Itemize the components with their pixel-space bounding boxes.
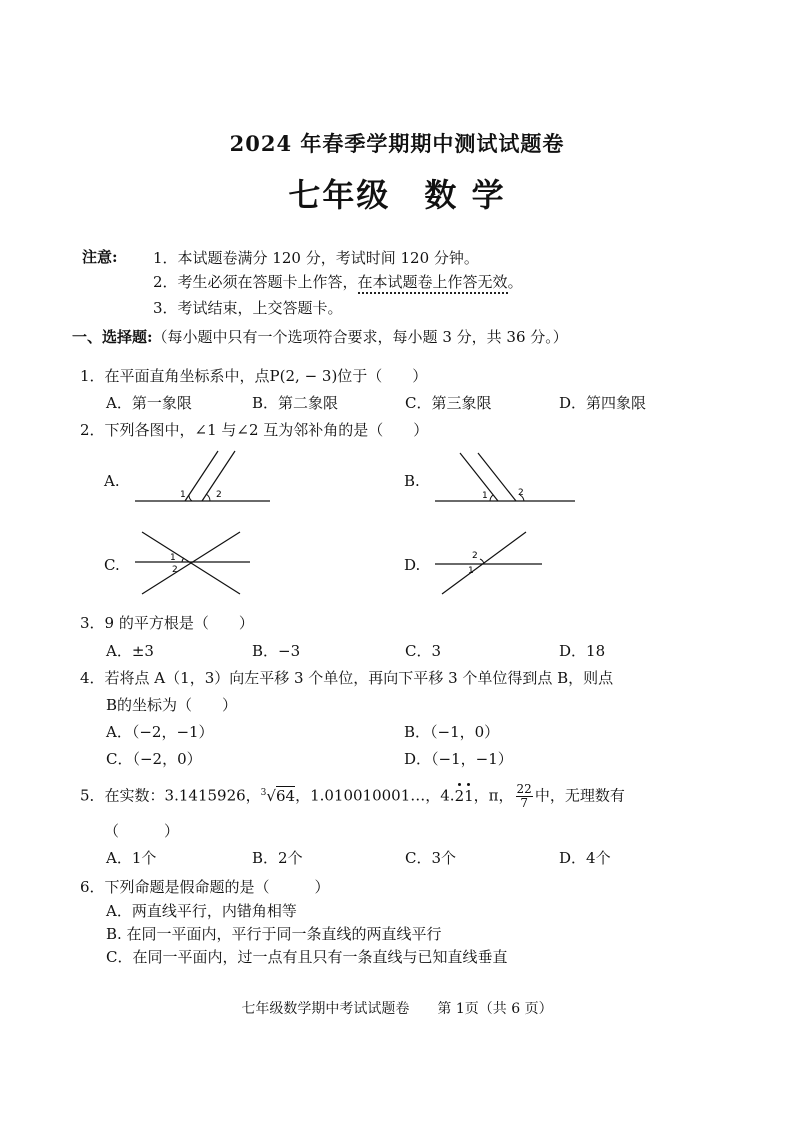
section-heading <box>72 326 568 347</box>
question-4-stem-line1: 4．若将点 A（1，3）向左平移 3 个单位，再向下平移 3 个单位得到点 B，则点 <box>80 669 614 687</box>
note-item-2-emphasis: 在本试题卷上作答无效 <box>358 273 508 294</box>
section-label: 一、选择题: <box>72 328 153 346</box>
q2-figure-c <box>130 526 280 598</box>
question-1-stem: 1．在平面直角坐标系中，点P(2, − 3)位于（ ） <box>80 367 428 385</box>
q3-option-b: B．−3 <box>252 642 301 660</box>
q6-option-a: A．两直线平行，内错角相等 <box>106 902 297 920</box>
q5-cube-root: $^3$√64 <box>260 786 296 805</box>
q5-option-b: B．2个 <box>252 849 303 867</box>
notes-label: 注意: <box>82 248 118 266</box>
q4-option-b: B．（−1，0） <box>404 723 500 741</box>
q5-stem-start: 5．在实数：3.1415926， <box>80 786 261 805</box>
q5-repeating-decimal: 2 1 <box>455 787 474 805</box>
section-description: （每小题中只有一个选项符合要求，每小题 3 分，共 36 分。） <box>152 328 568 346</box>
note-item-1: 1．本试题卷满分 120 分，考试时间 120 分钟。 <box>153 249 479 267</box>
note-item-2 <box>153 271 523 292</box>
q2-figure-label-a: A. <box>104 472 120 490</box>
question-3-stem: 3．9 的平方根是（ ） <box>80 614 254 632</box>
q5-fraction-numerator: 22 <box>516 782 532 796</box>
q2-figure-label-c: C. <box>104 556 120 574</box>
question-4-stem-line2: B的坐标为（ ） <box>106 696 238 714</box>
angle-1-label: 1 <box>482 491 488 501</box>
q5-root-index: 3 <box>260 787 267 798</box>
q5-fraction-denominator: 7 <box>520 796 528 810</box>
exam-title: 2024 年春季学期期中测试试题卷 <box>229 131 565 156</box>
q3-option-a: A．±3 <box>106 642 154 660</box>
q4-option-d: D．（−1，−1） <box>404 750 513 768</box>
angle-2-label: 2 <box>472 551 478 561</box>
angle-1-label: 1 <box>170 553 176 563</box>
q3-option-d: D．18 <box>559 642 606 660</box>
page-footer: 七年级数学期中考试试题卷 第 1页（共 6 页） <box>241 1001 553 1017</box>
repeat-dot <box>458 783 461 786</box>
angle-2-label: 2 <box>518 488 524 498</box>
q6-option-c: C．在同一平面内，过一点有且只有一条直线与已知直线垂直 <box>106 948 508 966</box>
q5-option-c: C．3个 <box>405 849 457 867</box>
exam-subtitle: 七年级 数 学 <box>288 176 506 214</box>
q1-option-d: D．第四象限 <box>559 394 647 412</box>
question-5-stem <box>80 783 625 810</box>
q5-option-a: A．1个 <box>106 849 157 867</box>
q1-option-b: B．第二象限 <box>252 394 339 412</box>
q1-option-a: A．第一象限 <box>106 394 192 412</box>
q2-figure-label-b: B. <box>404 472 420 490</box>
q5-stem-pi: ，π， <box>473 786 514 805</box>
angle-2-label: 2 <box>172 565 178 575</box>
q4-option-c: C．（−2，0） <box>106 750 202 768</box>
q5-fraction <box>516 783 533 810</box>
q6-option-b: B. 在同一平面内，平行于同一条直线的两直线平行 <box>106 925 442 943</box>
q2-figure-a <box>130 448 280 508</box>
angle-2-label: 2 <box>216 490 222 500</box>
q4-option-a: A．（−2，−1） <box>106 723 214 741</box>
q5-answer-paren: （ ） <box>104 822 180 840</box>
repeat-dot <box>467 783 470 786</box>
question-6-stem: 6．下列命题是假命题的是（ ） <box>80 878 330 896</box>
q5-option-d: D．4个 <box>559 849 611 867</box>
q1-option-c: C．第三象限 <box>405 394 492 412</box>
q3-option-c: C．3 <box>405 642 442 660</box>
question-2-stem: 2．下列各图中，∠1 与∠2 互为邻补角的是（ ） <box>80 421 429 439</box>
angle-1-label: 1 <box>180 490 186 500</box>
q5-stem-end: 中，无理数有 <box>534 786 625 805</box>
note-item-3: 3．考试结束，上交答题卡。 <box>153 299 343 317</box>
note-item-2-text: 2．考生必须在答题卡上作答， <box>153 273 358 291</box>
q2-figure-label-d: D. <box>404 556 421 574</box>
note-item-2-end: 。 <box>507 273 523 291</box>
q2-figure-b <box>430 448 580 508</box>
q2-figure-d <box>430 526 580 598</box>
q5-root-value: 64 <box>275 786 296 805</box>
angle-1-label: 1 <box>468 566 474 576</box>
q5-stem-mid: ，1.010010001…，4. <box>295 786 455 805</box>
